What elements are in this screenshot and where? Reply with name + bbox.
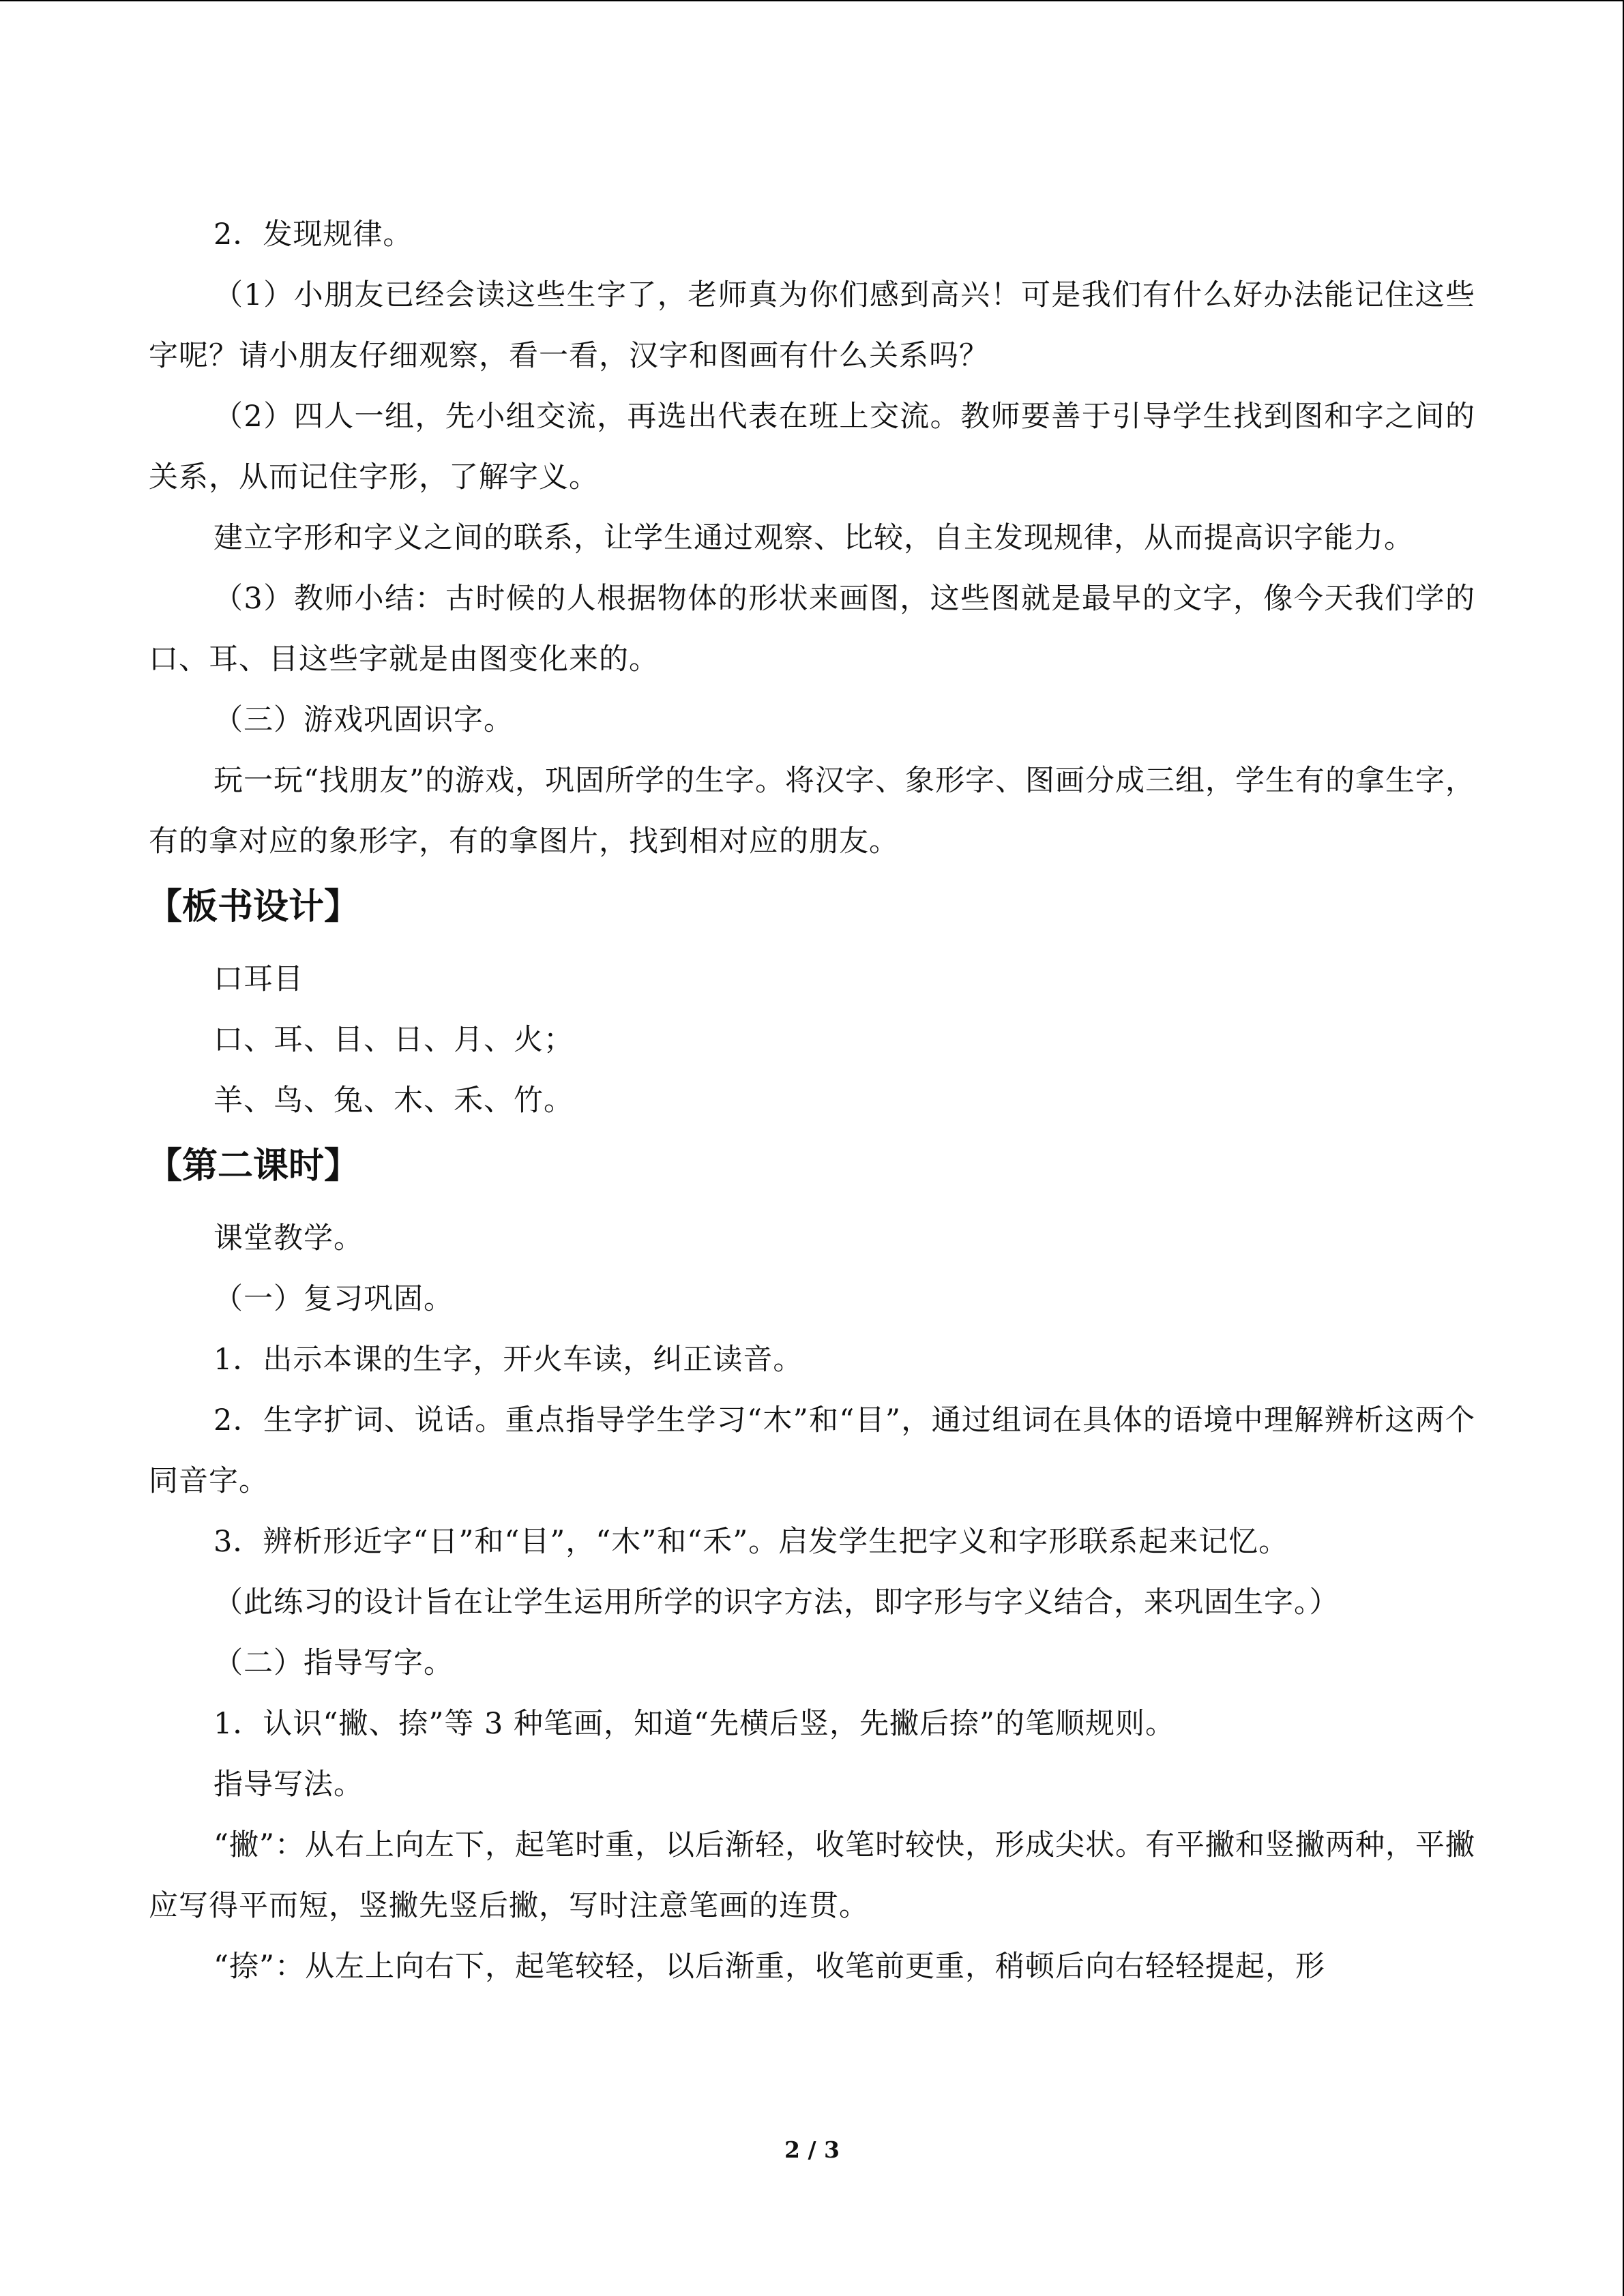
paragraph: 建立字形和字义之间的联系，让学生通过观察、比较，自主发现规律，从而提高识字能力。 xyxy=(213,521,1414,555)
paragraph: 指导写法。 xyxy=(213,1768,364,1802)
paragraph: 2．发现规律。 xyxy=(213,218,413,252)
board-line: 羊、鸟、兔、木、禾、竹。 xyxy=(213,1084,574,1118)
page-number: 2 / 3 xyxy=(784,2136,840,2163)
paragraph: 3．辨析形近字“日”和“目”，“木”和“禾”。启发学生把字义和字形联系起来记忆。 xyxy=(213,1525,1289,1559)
paragraph: （二）指导写字。 xyxy=(213,1646,454,1680)
paragraph: 1．出示本课的生字，开火车读，纠正读音。 xyxy=(213,1343,803,1377)
paragraph: （此练习的设计旨在让学生运用所学的识字方法，即字形与字义结合，来巩固生字。） xyxy=(213,1585,1340,1620)
paragraph: （1）小朋友已经会读这些生字了，老师真为你们感到高兴！可是我们有什么好办法能记住这些字呢？请小朋友仔细观察，看一看，汉字和图画有什么关系吗？ xyxy=(149,278,1475,373)
paragraph: （3）教师小结：古时候的人根据物体的形状来画图，这些图就是最早的文字，像今天我们学的口、耳、目这些字就是由图变化来的。 xyxy=(149,582,1475,676)
paragraph: “捺”：从左上向右下，起笔较轻，以后渐重，收笔前更重，稍顿后向右轻轻提起，形 xyxy=(213,1950,1325,1984)
document-body xyxy=(149,205,1475,1997)
paragraph: “撇”：从右上向左下，起笔时重，以后渐轻，收笔时较快，形成尖状。有平撇和竖撇两种，平撇应写得平而短，竖撇先竖后撇，写时注意笔画的连贯。 xyxy=(149,1828,1475,1923)
paragraph: 2．生字扩词、说话。重点指导学生学习“木”和“目”，通过组词在具体的语境中理解辨析这两个同音字。 xyxy=(149,1403,1475,1498)
paragraph: 玩一玩“找朋友”的游戏，巩固所学的生字。将汉字、象形字、图画分成三组，学生有的拿生字，有的拿对应的象形字，有的拿图片，找到相对应的朋友。 xyxy=(149,764,1475,859)
section-heading-board-design: 【板书设计】 xyxy=(147,886,360,927)
paragraph: （2）四人一组，先小组交流，再选出代表在班上交流。教师要善于引导学生找到图和字之间的关系，从而记住字形，了解字义。 xyxy=(149,400,1475,494)
paragraph: 课堂教学。 xyxy=(213,1221,364,1255)
section-heading-second-lesson: 【第二课时】 xyxy=(147,1145,360,1187)
board-line: 口耳目 xyxy=(213,962,304,996)
board-line: 口、耳、目、日、月、火； xyxy=(213,1023,574,1057)
paragraph: （三）游戏巩固识字。 xyxy=(213,703,514,737)
paragraph: （一）复习巩固。 xyxy=(213,1282,454,1316)
paragraph: 1．认识“撇、捺”等 3 种笔画，知道“先横后竖，先撇后捺”的笔顺规则。 xyxy=(213,1707,1175,1741)
